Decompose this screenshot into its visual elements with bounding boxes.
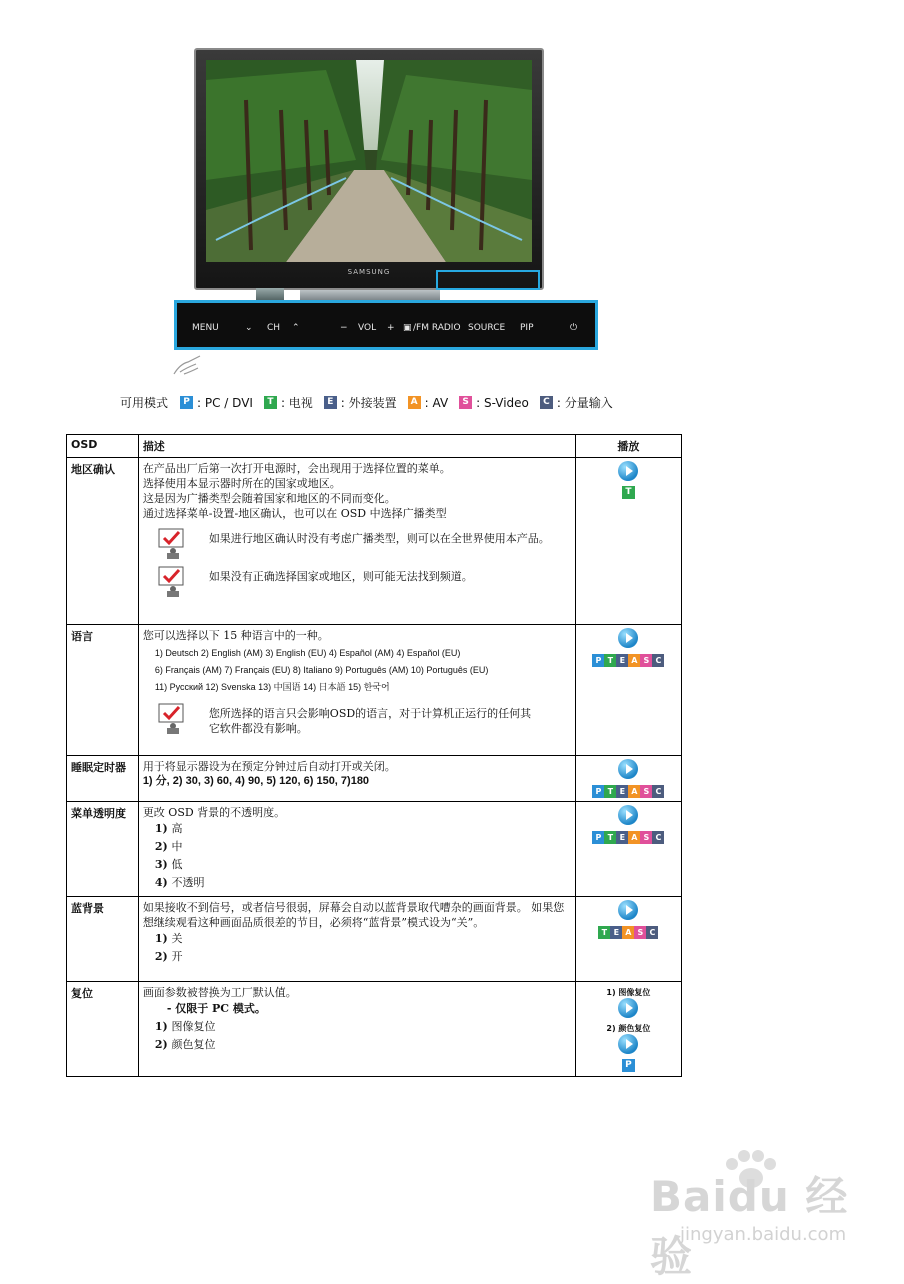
mode-t-icon: T — [598, 926, 610, 939]
option-text: 图像复位 — [171, 1020, 216, 1033]
table-header-row — [67, 435, 682, 458]
mode-a-icon: A — [628, 654, 640, 667]
play-icon[interactable] — [618, 805, 638, 825]
legend-item-svideo — [459, 396, 529, 410]
note-text: 如果进行地区确认时没有考虑广播类型，则可以在全世界使用本产品。 — [208, 532, 550, 545]
volume-down-icon[interactable]: − — [340, 323, 348, 333]
option-text: 关 — [171, 932, 183, 945]
row-play-cell — [575, 458, 681, 625]
row-play-cell — [575, 982, 681, 1077]
mode-p-icon: P — [592, 831, 604, 844]
mode-a-icon: A — [628, 831, 640, 844]
note-check-icon — [155, 527, 191, 559]
pc-only-note: - 仅限于 PC 模式。 — [166, 1002, 266, 1015]
mode-e-icon: E — [616, 654, 628, 667]
power-icon[interactable]: ⏻ — [570, 323, 578, 333]
desc-line: 更改 OSD 背景的不透明度。 — [142, 806, 286, 819]
option-text: 高 — [171, 822, 183, 835]
option-number: 4) — [154, 876, 168, 889]
row-play-cell — [575, 756, 681, 802]
mode-p-icon: P — [592, 654, 604, 667]
play-icon[interactable] — [618, 1034, 638, 1054]
row-play-cell — [575, 802, 681, 897]
option-number: 1) — [154, 1020, 168, 1033]
desc-line: 您可以选择以下 15 种语言中的一种。 — [142, 629, 329, 642]
monitor-brand-logo: SAMSUNG — [347, 268, 391, 276]
option-item — [155, 948, 571, 966]
legend-prefix: 可用模式 — [120, 396, 169, 410]
row-name: 蓝背景 — [67, 897, 139, 982]
option-item — [155, 1018, 571, 1036]
mode-a-icon: A — [622, 926, 634, 939]
note-check-icon — [155, 565, 191, 597]
table-row-region — [67, 458, 682, 625]
option-text: 颜色复位 — [171, 1038, 216, 1051]
option-text: 低 — [171, 858, 183, 871]
mode-s-icon: S — [634, 926, 646, 939]
option-number: 2) — [154, 1038, 168, 1051]
table-row-sleep-timer — [67, 756, 682, 802]
legend-item-ext — [324, 394, 397, 411]
channel-down-icon[interactable]: ⌄ — [245, 323, 253, 333]
note-text: 如果没有正确选择国家或地区，则可能无法找到频道。 — [208, 570, 473, 583]
option-item — [155, 838, 571, 856]
mode-t-icon: T — [604, 654, 616, 667]
language-list-line: 11) Русский 12) Svenska 13) 中国语 14) 日本語 15) 한국어 — [154, 682, 390, 692]
legend-label: : AV — [424, 395, 449, 410]
play-caption: 1) 图像复位 — [606, 988, 651, 997]
mode-a-icon: A — [628, 785, 640, 798]
legend-item-av — [408, 396, 449, 410]
row-name: 复位 — [67, 982, 139, 1077]
osd-table — [66, 434, 682, 1077]
desc-line: 画面参数被替换为工厂默认值。 — [142, 986, 297, 999]
option-number: 1) — [154, 822, 168, 835]
mode-strip-pteasc — [592, 785, 664, 798]
hand-pointer-icon — [170, 352, 206, 378]
monitor-image — [194, 48, 544, 290]
watermark-logo: Baidu 经验 — [650, 1172, 849, 1281]
language-list-line: 6) Français (AM) 7) Français (EU) 8) Italiano 9) Português (AM) 10) Português (EU) — [154, 665, 489, 675]
row-description — [138, 756, 575, 802]
legend-item-component — [540, 394, 613, 411]
channel-up-icon[interactable]: ⌃ — [292, 323, 300, 333]
row-name: 地区确认 — [67, 458, 139, 625]
option-text: 开 — [171, 950, 183, 963]
vol-button[interactable]: VOL — [358, 323, 377, 333]
table-row-menu-transparency — [67, 802, 682, 897]
fm-radio-button[interactable]: /FM RADIO — [413, 323, 461, 333]
legend-label: : 分量输入 — [556, 396, 613, 410]
header-osd: OSD — [67, 435, 139, 458]
legend-item-tv — [264, 394, 313, 411]
option-number: 3) — [154, 858, 168, 871]
control-highlight-box — [436, 270, 540, 290]
desc-line: 通过选择菜单-设置-地区确认，也可以在 OSD 中选择广播类型 — [142, 507, 447, 520]
header-description: 描述 — [138, 435, 575, 458]
legend-label: : PC / DVI — [197, 395, 253, 410]
watermark-site: jingyan.baidu.com — [680, 1224, 847, 1245]
note-block — [155, 527, 571, 559]
mode-s-icon: S — [640, 654, 652, 667]
mode-c-icon: C — [646, 926, 658, 939]
monitor-stand — [256, 288, 284, 300]
mode-e-icon: E — [616, 831, 628, 844]
sleep-options: 1) 分, 2) 30, 3) 60, 4) 90, 5) 120, 6) 150, 7)180 — [142, 775, 370, 787]
desc-line: 用于将显示器设为在预定分钟过后自动打开或关闭。 — [142, 760, 396, 773]
mode-strip-pteasc — [592, 654, 664, 667]
option-number: 2) — [154, 950, 168, 963]
input-icon: ▣ — [403, 323, 412, 333]
legend-label: : 外接装置 — [340, 396, 397, 410]
mode-e-icon: E — [324, 396, 337, 409]
row-description — [138, 897, 575, 982]
note-text: 您所选择的语言只会影响OSD的语言，对于计算机正运行的任何其它软件都没有影响。 — [208, 707, 532, 735]
row-description — [138, 625, 575, 756]
mode-c-icon: C — [652, 831, 664, 844]
legend-item-pc — [180, 396, 253, 410]
row-name: 语言 — [67, 625, 139, 756]
mode-t-icon: T — [604, 831, 616, 844]
mode-t-icon: T — [622, 486, 635, 499]
note-block — [155, 702, 571, 736]
option-text: 不透明 — [171, 876, 205, 889]
mode-a-icon: A — [408, 396, 421, 409]
mode-p-icon: P — [180, 396, 193, 409]
mode-s-icon: S — [640, 785, 652, 798]
mode-strip-pteasc — [592, 831, 664, 844]
header-play: 播放 — [575, 435, 681, 458]
note-block — [155, 565, 571, 597]
option-item — [155, 1036, 571, 1054]
option-number: 2) — [154, 840, 168, 853]
mode-c-icon: C — [652, 785, 664, 798]
play-icon[interactable] — [618, 461, 638, 481]
monitor-screen-photo — [206, 60, 532, 262]
table-row-blue-background — [67, 897, 682, 982]
mode-e-icon: E — [610, 926, 622, 939]
mode-strip-teasc — [598, 926, 658, 939]
option-item — [155, 930, 571, 948]
row-description — [138, 458, 575, 625]
baidu-watermark — [640, 1150, 870, 1281]
option-item — [155, 874, 571, 892]
play-icon[interactable] — [618, 628, 638, 648]
source-button[interactable]: SOURCE — [468, 323, 506, 333]
ch-button[interactable]: CH — [267, 323, 281, 333]
desc-line: 如果接收不到信号，或者信号很弱，屏幕会自动以蓝背景取代嘈杂的画面背景。 如果您想继续观看这种画面品质很差的节目，必须将“蓝背景”模式设为“关”。 — [142, 901, 565, 929]
mode-e-icon: E — [616, 785, 628, 798]
control-panel-zoom — [174, 300, 598, 350]
desc-line: 选择使用本显示器时所在的国家或地区。 — [142, 477, 341, 490]
available-modes-legend — [120, 394, 624, 411]
monitor-stand-base — [300, 290, 440, 300]
mode-p-icon: P — [622, 1059, 635, 1072]
row-description — [138, 802, 575, 897]
row-play-cell — [575, 625, 681, 756]
mode-c-icon: C — [652, 654, 664, 667]
play-icon[interactable] — [618, 998, 638, 1018]
row-name: 睡眠定时器 — [67, 756, 139, 802]
mode-s-icon: S — [459, 396, 472, 409]
option-text: 中 — [171, 840, 183, 853]
play-icon[interactable] — [618, 900, 638, 920]
table-row-reset — [67, 982, 682, 1077]
table-row-language — [67, 625, 682, 756]
menu-button[interactable]: MENU — [192, 323, 219, 333]
desc-line: 在产品出厂后第一次打开电源时，会出现用于选择位置的菜单。 — [142, 462, 451, 475]
mode-t-icon: T — [604, 785, 616, 798]
row-name: 菜单透明度 — [67, 802, 139, 897]
play-icon[interactable] — [618, 759, 638, 779]
mode-s-icon: S — [640, 831, 652, 844]
option-number: 1) — [154, 932, 168, 945]
option-item — [155, 856, 571, 874]
legend-label: : 电视 — [280, 396, 313, 410]
row-description — [138, 982, 575, 1077]
pip-button[interactable]: PIP — [520, 323, 534, 333]
note-check-icon — [155, 702, 191, 734]
legend-label: : S-Video — [476, 395, 529, 410]
option-item — [155, 820, 571, 838]
language-list-line: 1) Deutsch 2) English (AM) 3) English (EU) 4) Español (AM) 4) Español (EU) — [154, 648, 461, 658]
language-list — [155, 645, 571, 696]
mode-c-icon: C — [540, 396, 553, 409]
play-caption: 2) 颜色复位 — [606, 1024, 651, 1033]
mode-t-icon: T — [264, 396, 277, 409]
mode-p-icon: P — [592, 785, 604, 798]
row-play-cell — [575, 897, 681, 982]
desc-line: 这是因为广播类型会随着国家和地区的不同而变化。 — [142, 492, 396, 505]
volume-up-icon[interactable]: + — [387, 323, 395, 333]
